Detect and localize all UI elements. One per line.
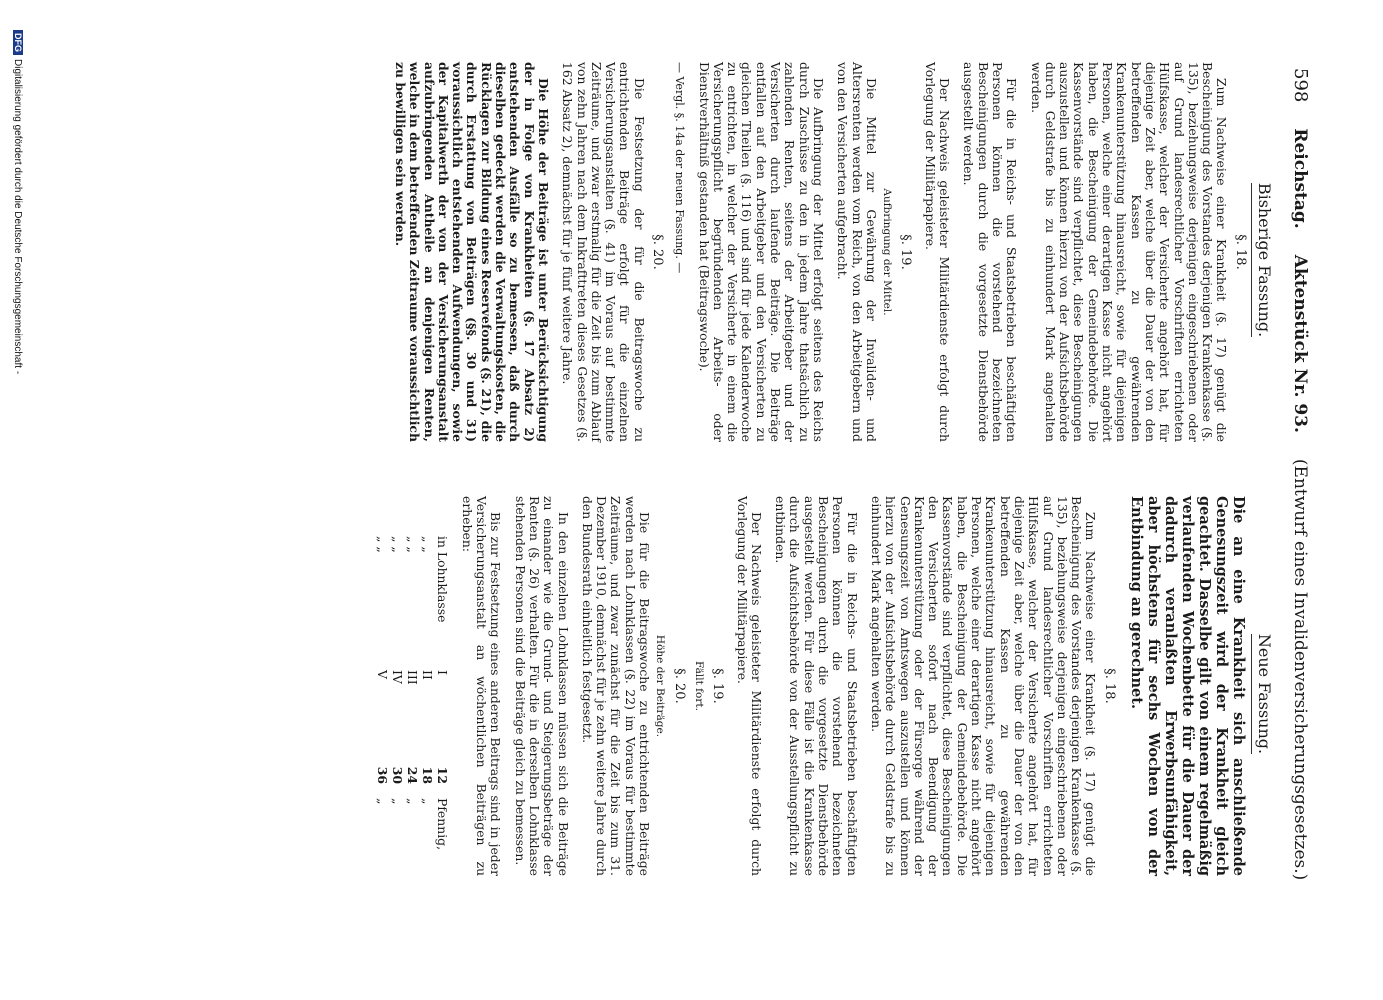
right-s19-title: §. 19. <box>710 668 726 704</box>
rate-row: „ „ III 24 „ <box>404 536 420 805</box>
left-s18-p2: Für die in Reichs- und Staatsbetrieben beschäftigten Personen können die vorstehend bezeichneten Bescheinigungen durch die vorgesetzte Dienstbehörde ausgestellt werden. <box>961 62 1020 442</box>
right-intro-bold: Die an eine Krankheit sich anschließende Genesungszeit wird der Krankheit gleich geachtet. Dasselbe gilt von einem regelmäßig verlaufenden Wochenbette für die Dauer der dadurch veranlaßten Erwerbsunfähigkeit, aber höchstens für sechs Wochen von der Entbindung an gerechnet. <box>1127 496 1247 876</box>
dfg-logo: DFG <box>13 30 23 55</box>
left-s19-p1: Die Mittel zur Gewährung der Invaliden- und Altersrenten werden vom Reich, von den Arbeitgebern und von den Versicherten aufgebracht. <box>835 62 879 442</box>
left-s19-sub: Aufbringung der Mittel. <box>881 188 894 316</box>
right-s20-p1: Die für die Beitragswoche zu entrichtenden Beiträge werden nach Lohnklassen (§. 22) im Voraus für bestimmte Zeiträume, und zwar zunächst für die Zeit bis zum 31. Dezember 1910, demnächst für je zehn weitere Jahre durch den Bundesrath einheitlich festgesetzt. <box>579 496 653 876</box>
right-s18-title: §. 18. <box>1101 668 1117 704</box>
right-column <box>374 496 1274 876</box>
left-s18-title: §. 18. <box>1232 234 1248 270</box>
rate-row: „ „ V 36 „ <box>374 536 390 805</box>
left-s20-title: §. 20. <box>650 234 666 270</box>
page-number: 598 <box>1290 68 1311 103</box>
right-column-heading: Neue Fassung. <box>1257 496 1271 876</box>
left-s19-note: — Vergl. §. 14a der neuen Fassung. — <box>673 62 687 274</box>
left-column <box>383 62 1274 442</box>
left-column-heading: Bisherige Fassung. <box>1257 62 1271 442</box>
page-header <box>1283 68 1311 918</box>
right-s20-p3: Bis zur Festsetzung eines anderen Beitrags sind in jeder Versicherungsanstalt an wöchentlichen Beiträgen zu erheben: <box>459 496 504 876</box>
right-s18-p2: Für die in Reichs- und Staatsbetrieben beschäftigten Personen können die vorstehend bezeichneten Bescheinigungen durch die vorgesetzte Dienstbehörde ausgestellt werden. Für diese Fälle ist die Krankenkasse durch die Aufsichtsbehörde von der Ausstellungspflicht zu entbinden. <box>773 496 860 876</box>
right-s19-sub: Fällt fort. <box>692 661 705 711</box>
header-title: Reichstag. <box>1290 128 1310 229</box>
left-s20-p1: Die Festsetzung der für die Beitragswoche zu entrichtenden Beiträge erfolgt für die einzelnen Versicherungsanstalten (§. 41) im Voraus auf bestimmte Zeiträume, und zwar erstmalig für die Zeit bis zum Ablauf von zehn Jahren nach dem Inkrafttreten dieses Gesetzes (§. 162 Absatz 2), demnächst für je fünf weitere Jahre. <box>560 62 647 442</box>
right-s20-title: §. 20. <box>671 668 687 704</box>
header-subtitle: (Entwurf eines Invalidenversicherungsgesetzes.) <box>1290 458 1310 881</box>
rate-row: „ „ IV 30 „ <box>389 536 405 805</box>
left-s19-p2: Die Aufbringung der Mittel erfolgt seitens des Reichs durch Zuschüsse zu den in jedem Jahre thatsächlich zu zahlenden Renten, seitens der Arbeitgeber und der Versicherten durch laufende Beiträge. Die Beiträge entfallen auf den Arbeitgeber und den Versicherten zu gleichen Theilen (§. 116) und sind für jede Kalenderwoche zu entrichten, in welcher der Versicherte in einem die Versicherungspflicht begründenden Arbeits- oder Dienstverhältniß gestanden hat (Beitragswoche). <box>696 62 826 442</box>
credit-text: Digitalisierung gefördert durch die Deutsche Forschungsgemeinschaft - <box>12 59 23 375</box>
right-s20-sub: Höhe der Beiträge. <box>654 634 667 738</box>
left-s19-title: §. 19. <box>898 234 914 270</box>
header-aktenstueck: Aktenstück Nr. 93. <box>1290 254 1310 433</box>
left-s20-p2: Die Höhe der Beiträge ist unter Berücksichtigung der in Folge von Krankheiten (§. 17 Absatz 2) entstehenden Ausfälle so zu bemessen, daß durch dieselben gedeckt werden die Verwaltungskosten, die Rücklagen zur Bildung eines Reservefonds (§. 21), die durch Erstattung von Beiträgen (§§. 30 und 31) voraussichtlich entstehenden Aufwendungen, sowie der Kapitalwerth der von der Versicherungsanstalt aufzubringenden Antheile an denjenigen Renten, welche in dem betreffenden Zeitraume voraussichtlich zu bewilligen sein werden. <box>392 62 551 442</box>
rate-row: in Lohnklasse I 12 Pfennig, <box>434 536 450 851</box>
left-s18-p1: Zum Nachweise einer Krankheit (§. 17) genügt die Bescheinigung des Vorstandes derjenigen Krankenkasse (§. 135), beziehungsweise derjenigen eingeschriebenen oder auf Grund landesrechtlicher Vorschriften errichteten Hülfskasse, welcher der Versicherte angehört hat, für diejenige Zeit aber, welche über die Dauer der von den betreffenden Kassen zu gewährenden Krankenunterstützung hinausreicht, sowie für diejenigen Personen, welche einer derartigen Kasse nicht angehört haben, die Bescheinigung der Gemeindebehörde. Die Kassenvorstände sind verpflichtet, diese Bescheinigungen auszustellen und können hierzu von der Aufsichtsbehörde durch Geldstrafe bis zu einhundert Mark angehalten werden. <box>1028 62 1230 442</box>
rate-row: „ „ II 18 „ <box>419 536 435 805</box>
right-s18-p3: Der Nachweis geleisteter Militärdienste erfolgt durch Vorlegung der Militärpapiere. <box>734 496 764 876</box>
rates-table <box>375 536 450 876</box>
left-s18-p3: Der Nachweis geleisteter Militärdienste erfolgt durch Vorlegung der Militärpapiere. <box>922 62 953 442</box>
right-s20-p2: In den einzelnen Lohnklassen müssen sich die Beiträge zu einander wie die Grund- und Steigerungsbeträge der Renten (§. 26) verhalten. Für die in derselben Lohnklasse stehenden Personen sind die Beiträge gleich zu bemessen. <box>512 496 571 876</box>
right-s18-p1: Zum Nachweise einer Krankheit (§. 17) genügt die Bescheinigung des Vorstandes derjenigen Krankenkasse (§. 135), beziehungsweise derjenigen eingeschriebenen oder auf Grund landesrechtlicher Vorschriften errichteten Hülfskasse, welcher der Versicherte angehört hat, für diejenige Zeit aber, welche über die Dauer der von den betreffenden Kassen zu gewährenden Krankenunterstützung hinausreicht, sowie für diejenigen Personen, welche einer derartigen Kasse nicht angehört haben, die Bescheinigung der Gemeindebehörde. Die Kassenvorstände sind verpflichtet, diese Bescheinigungen den Versicherten sofort nach Beendigung der Krankenunterstützung oder der Fürsorge während der Genesungszeit von Amtswegen auszustellen und können hierzu von der Aufsichtsbehörde durch Geldstrafe bis zu einhundert Mark angehalten werden. <box>868 496 1099 876</box>
digitization-credit <box>12 30 23 374</box>
